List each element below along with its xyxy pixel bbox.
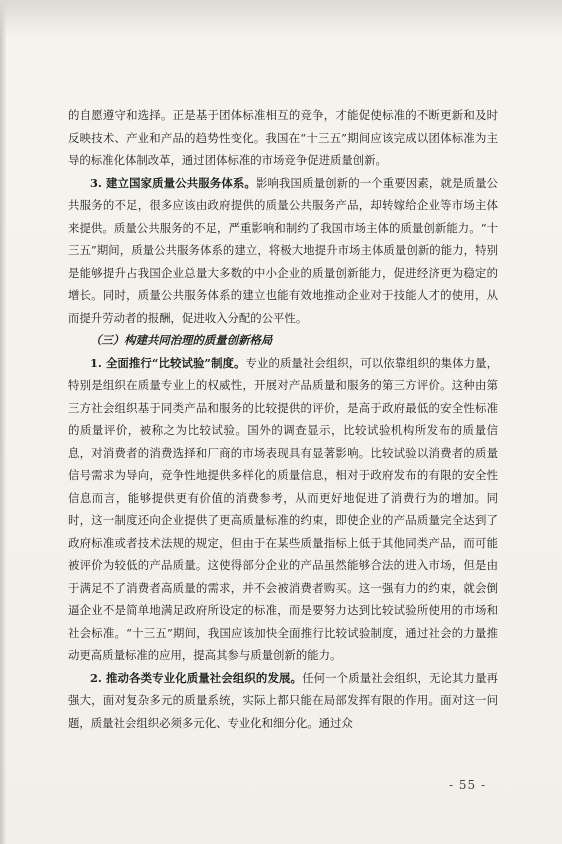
page-number: - 55 - xyxy=(448,778,486,792)
scan-shadow-top xyxy=(0,0,562,38)
paragraph-lead-2: 2. 推动各类专业化质量社会组织的发展。 xyxy=(90,670,303,685)
scan-shadow-edge xyxy=(0,0,6,844)
paragraph-body-2: 任何一个质量社会组织，无论其力量再强大，面对复杂多元的质量系统，实际上都只能在局部发挥有限的作用。面对这一问题，质量社会组织必须多元化、专业化和细分化。通过众 xyxy=(68,670,498,730)
paragraph-social-organizations xyxy=(68,667,498,735)
paragraph-lead-1: 1. 全面推行“比较试验”制度。 xyxy=(90,355,246,370)
paragraph-comparative-testing xyxy=(68,352,498,667)
section-heading: （三）构建共同治理的质量创新格局 xyxy=(90,333,273,347)
paragraph-lead-3: 3. 建立国家质量公共服务体系。 xyxy=(90,175,256,190)
paragraph-body-3: 影响我国质量创新的一个重要因素，就是质量公共服务的不足，很多应该由政府提供的质量公共服务产品，却转嫁给企业等市场主体来提供。质量公共服务的不足，严重影响和制约了我国市场主体的质量创新能力。“十三五”期间，质量公共服务体系的建立，将极大地提升市场主体质量创新的能力，特别是能够提升占我国企业总量大多数的中小企业的质量创新能力，促进经济更为稳定的增长。同时，质量公共服务体系的建立也能有效地推动企业对于技能人才的使用，从而提升劳动者的报酬，促进收入分配的公平性。 xyxy=(68,175,498,325)
paragraph-quality-public-service xyxy=(68,172,498,330)
paragraph-body-1: 专业的质量社会组织，可以依靠组织的集体力量，特别是组织在质量专业上的权威性，开展对产品质量和服务的第三方评价。这种由第三方社会组织基于同类产品和服务的比较提供的评价，是高于政府最低的安全性标准的质量评价，被称之为比较试验。国外的调查显示，比较试验机构所发布的质量信息，对消费者的消费选择和厂商的市场表现具有显著影响。比较试验以消费者的质量信号需求为导向，竞争性地提供多样化的质量信息，相对于政府发布的有限的安全性信息而言，能够提供更有价值的消费参考，从而更好地促进了消费行为的增加。同时，这一制度还向企业提供了更高质量标准的约束，即使企业的产品质量完全达到了政府标准或者技术法规的规定，但由于在某些质量指标上低于其他同类产品，而可能被评价为较低的产品质量。这使得部分企业的产品虽然能够合法的进入市场，但是由于满足不了消费者高质量的需求，并不会被消费者购买。这一强有力的约束，就会倒逼企业不是简单地满足政府所设定的标准，而是要努力达到比较试验所使用的市场和社会标准。“十三五”期间，我国应该加快全面推行比较试验制度，通过社会的力量推动更高质量标准的应用，提高其参与质量创新的能力。 xyxy=(68,355,498,662)
paragraph-continuation: 的自愿遵守和选择。正是基于团体标准相互的竞争，才能促使标准的不断更新和及时反映技术、产业和产品的趋势性变化。我国在“十三五”期间应该完成以团体标准为主导的标准化体制改革，通过团体标准的市场竞争促进质量创新。 xyxy=(68,108,498,167)
body-text xyxy=(68,104,498,734)
